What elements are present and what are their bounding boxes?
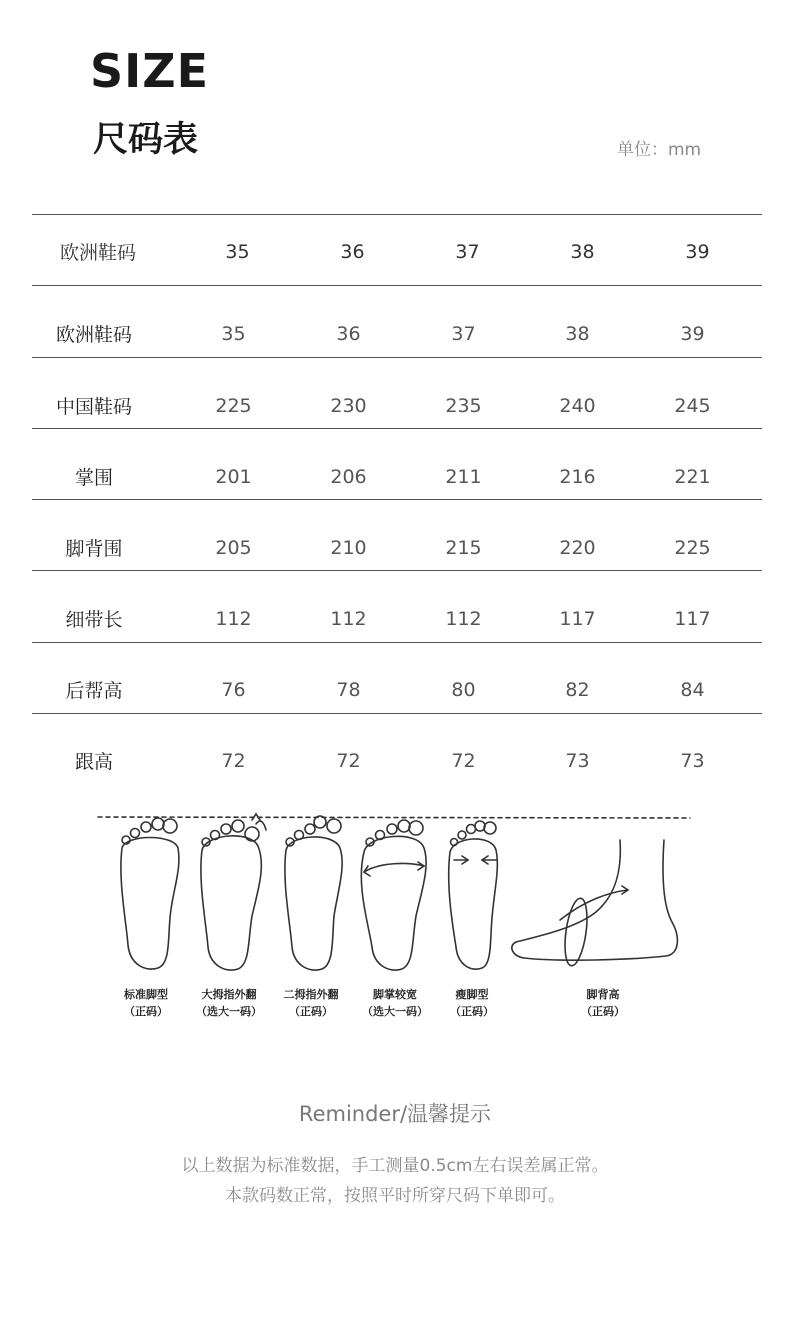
table-cell: 37: [451, 322, 476, 345]
foot-type-label: [266, 986, 356, 1020]
table-divider: [32, 570, 762, 571]
table-header-row: [32, 216, 762, 287]
foot-type-advice: （正码）: [124, 1005, 168, 1018]
foot-type-name: 脚掌较宽: [373, 988, 417, 1001]
foot-type-advice: （正码）: [289, 1005, 333, 1018]
table-cell: 112: [445, 607, 482, 630]
foot-type-advice: （正码）: [581, 1005, 625, 1018]
table-cell: 220: [559, 536, 596, 559]
table-cell: 225: [215, 394, 252, 417]
table-cell: 72: [451, 749, 476, 772]
table-row-label: 欧洲鞋码: [55, 324, 132, 346]
table-cell: 112: [215, 607, 252, 630]
table-row-label: 脚背围: [65, 538, 123, 560]
table-row: [32, 298, 762, 369]
table-cell: 245: [674, 394, 711, 417]
table-cell: 38: [565, 322, 590, 345]
reminder-title: Reminder/温馨提示: [298, 1102, 492, 1126]
page-title-cn: 尺码表: [93, 120, 199, 160]
table-row-label: 中国鞋码: [55, 396, 132, 418]
table-divider: [32, 713, 762, 714]
page-title-en: SIZE: [90, 44, 210, 98]
table-cell: 36: [336, 322, 361, 345]
table-cell: 73: [565, 749, 590, 772]
table-cell: 112: [330, 607, 367, 630]
foot-type-name: 二拇指外翻: [283, 988, 339, 1001]
foot-type-name: 瘦脚型: [455, 988, 489, 1001]
table-cell: 39: [680, 322, 705, 345]
table-row: [32, 512, 762, 583]
table-row: [32, 441, 762, 512]
foot-type-label: [427, 986, 517, 1020]
table-row: [32, 583, 762, 654]
foot-type-illustration: [0, 800, 790, 1040]
dashed-guide-line: [98, 817, 690, 818]
reminder-line-2: 本款码数正常，按照平时所穿尺码下单即可。: [225, 1186, 565, 1206]
table-row-label: 后帮高: [65, 680, 123, 702]
foot-type-label: [558, 986, 648, 1020]
foot-type-label: [184, 986, 274, 1020]
table-cell: 72: [336, 749, 361, 772]
table-cell: 38: [570, 240, 595, 263]
table-cell: 201: [215, 465, 252, 488]
table-cell: 235: [445, 394, 482, 417]
table-cell: 221: [674, 465, 711, 488]
table-row: [32, 654, 762, 725]
table-cell: 117: [559, 607, 596, 630]
table-cell: 225: [674, 536, 711, 559]
table-cell: 37: [455, 240, 480, 263]
table-cell: 78: [336, 678, 361, 701]
table-divider: [32, 642, 762, 643]
table-row: [32, 370, 762, 441]
table-cell: 82: [565, 678, 590, 701]
foot-type-name: 脚背高: [586, 988, 620, 1001]
table-cell: 39: [685, 240, 710, 263]
table-cell: 84: [680, 678, 705, 701]
foot-type-advice: （选大一码）: [362, 1005, 428, 1018]
foot-sketch-bunion: [201, 814, 266, 970]
foot-type-advice: （选大一码）: [196, 1005, 262, 1018]
table-cell: 35: [221, 322, 246, 345]
reminder-line-1: 以上数据为标准数据，手工测量0.5cm左右误差属正常。: [181, 1156, 609, 1176]
table-cell: 206: [330, 465, 367, 488]
table-row-label: 跟高: [74, 751, 113, 773]
table-cell: 240: [559, 394, 596, 417]
table-cell: 211: [445, 465, 482, 488]
table-divider: [32, 428, 762, 429]
table-row-label: 细带长: [65, 609, 123, 631]
table-cell: 205: [215, 536, 252, 559]
table-cell: 80: [451, 678, 476, 701]
table-cell: 36: [340, 240, 365, 263]
unit-label: 单位：mm: [617, 140, 702, 160]
table-cell: 215: [445, 536, 482, 559]
table-cell: 73: [680, 749, 705, 772]
table-divider: [32, 357, 762, 358]
table-row-label: 欧洲鞋码: [59, 242, 136, 264]
table-row-label: 掌围: [74, 467, 113, 489]
table-top-border: [32, 214, 762, 215]
table-cell: 35: [225, 240, 250, 263]
foot-type-name: 大拇指外翻: [201, 988, 257, 1001]
foot-sketch-slim: [449, 821, 498, 969]
table-divider: [32, 285, 762, 286]
table-cell: 76: [221, 678, 246, 701]
table-cell: 117: [674, 607, 711, 630]
table-divider: [32, 499, 762, 500]
table-row: [32, 725, 762, 796]
foot-type-advice: （正码）: [450, 1005, 494, 1018]
foot-sketch-wide: [361, 820, 426, 970]
table-cell: 230: [330, 394, 367, 417]
table-cell: 72: [221, 749, 246, 772]
foot-sketch-standard: [121, 818, 179, 969]
table-cell: 216: [559, 465, 596, 488]
table-cell: 210: [330, 536, 367, 559]
foot-type-name: 标准脚型: [124, 988, 168, 1001]
foot-type-label: [101, 986, 191, 1020]
foot-sketch-second-toe: [285, 816, 342, 970]
foot-sketch-high-instep: [512, 840, 678, 967]
